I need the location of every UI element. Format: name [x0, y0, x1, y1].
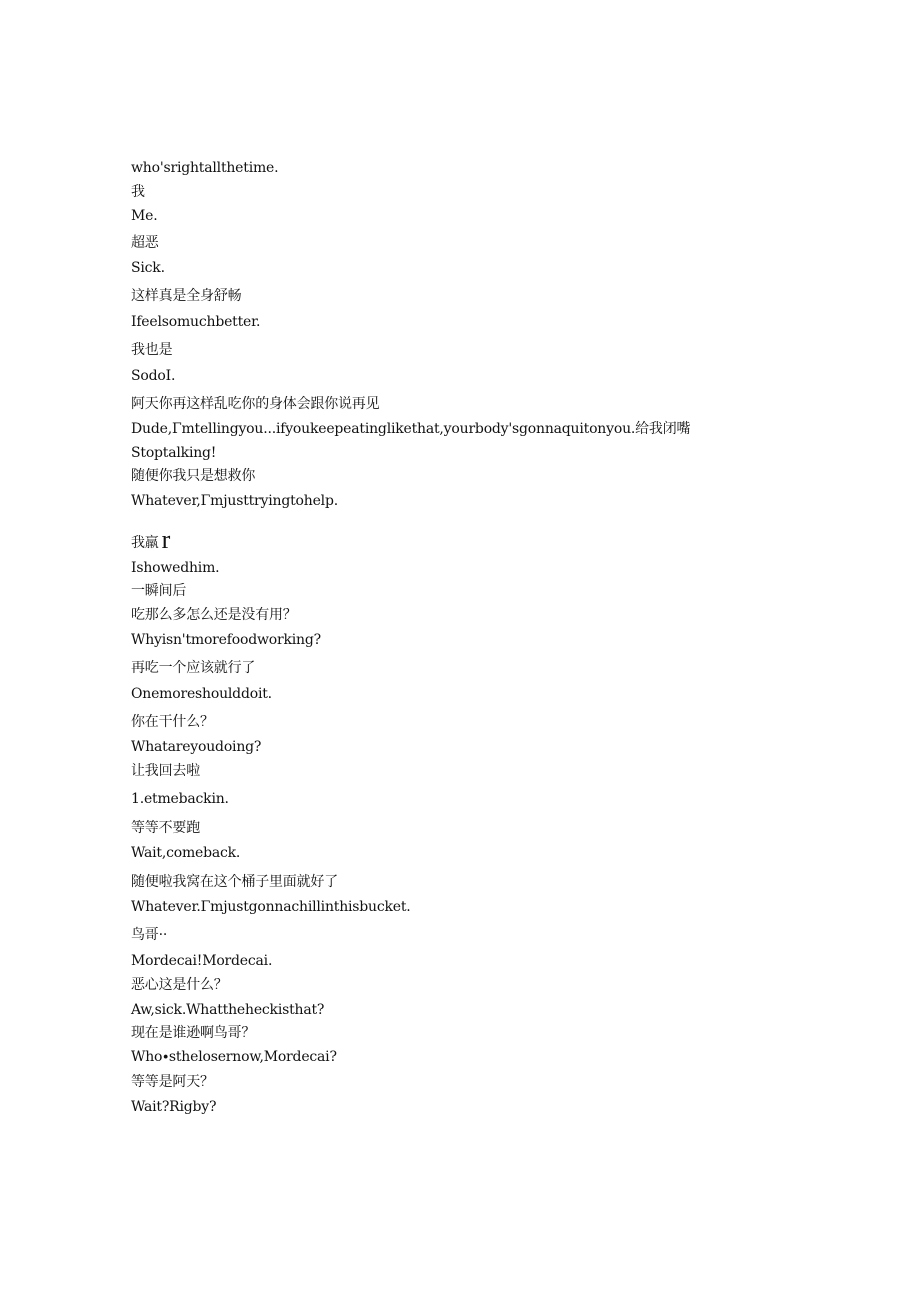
subtitle-line-zh: 这样真是全身舒畅: [131, 288, 242, 304]
subtitle-line-en: Who∙sthelosernow,Mordecai?: [131, 1049, 337, 1065]
subtitle-line-en: Ifeelsomuchbetter.: [131, 314, 261, 330]
subtitle-line-en: SodoI.: [131, 368, 176, 384]
subtitle-line-zh: 鸟哥··: [131, 927, 168, 943]
subtitle-line-zh: [131, 527, 170, 556]
subtitle-line-zh: 现在是谁逊啊鸟哥？: [131, 1025, 256, 1041]
subtitle-line-zh: 我也是: [131, 342, 173, 358]
subtitle-line-en: Whatever.Γmjustgonnachillinthisbucket.: [131, 899, 411, 915]
subtitle-line-en: Aw,sick.Whattheheckisthat?: [131, 1002, 325, 1018]
subtitle-line-en: Whatever,Γmjusttryingtohelp.: [131, 493, 338, 509]
subtitle-line-zh: 阿天你再这样乱吃你的身体会跟你说再见: [131, 396, 380, 412]
subtitle-line-en: Whatareyoudoing?: [131, 739, 262, 755]
subtitle-line-en: Ishowedhim.: [131, 560, 220, 576]
subtitle-line-en: Whyisn'tmorefoodworking?: [131, 632, 321, 648]
subtitle-line-zh: 恶心这是什么？: [131, 977, 228, 993]
subtitle-line-en: Dude,Γmtellingyou...ifyoukeepeatinglikethat,yourbody'sgonnaquitonyou.给我闭嘴: [131, 421, 691, 437]
subtitle-line-en: Wait?Rigby?: [131, 1099, 217, 1115]
subtitle-line-zh: 超恶: [131, 235, 159, 251]
subtitle-line-en: Sick.: [131, 260, 165, 276]
subtitle-line-zh: 再吃一个应该就行了: [131, 660, 256, 676]
subtitle-line-zh: 吃那么多怎么还是没有用？: [131, 607, 297, 623]
subtitle-line-zh: 随便你我只是想救你: [131, 468, 256, 484]
subtitle-line-en: Me.: [131, 208, 158, 224]
subtitle-line-en: who'srightallthetime.: [131, 160, 279, 176]
subtitle-line-zh: 你在干什么？: [131, 714, 214, 730]
subtitle-line-zh: 我: [131, 184, 145, 200]
subtitle-glyph: r: [161, 525, 171, 554]
subtitle-line-en: Stoptalking!: [131, 445, 217, 461]
subtitle-line-zh: 等等不要跑: [131, 820, 200, 836]
subtitle-line-en: Onemoreshoulddoit.: [131, 686, 272, 702]
subtitle-line-en: Mordecai!Mordecai.: [131, 953, 273, 969]
subtitle-line-en: Wait,comeback.: [131, 845, 241, 861]
subtitle-line-zh: 随便啦我窝在这个桶子里面就好了: [131, 874, 338, 890]
subtitle-line-en: 1.etmebackin.: [131, 791, 229, 807]
subtitle-line-zh: 一瞬间后: [131, 583, 187, 599]
subtitle-text: 我羸: [131, 535, 159, 551]
subtitle-line-zh: 让我回去啦: [131, 763, 200, 779]
subtitle-line-zh: 等等是阿天？: [131, 1074, 214, 1090]
